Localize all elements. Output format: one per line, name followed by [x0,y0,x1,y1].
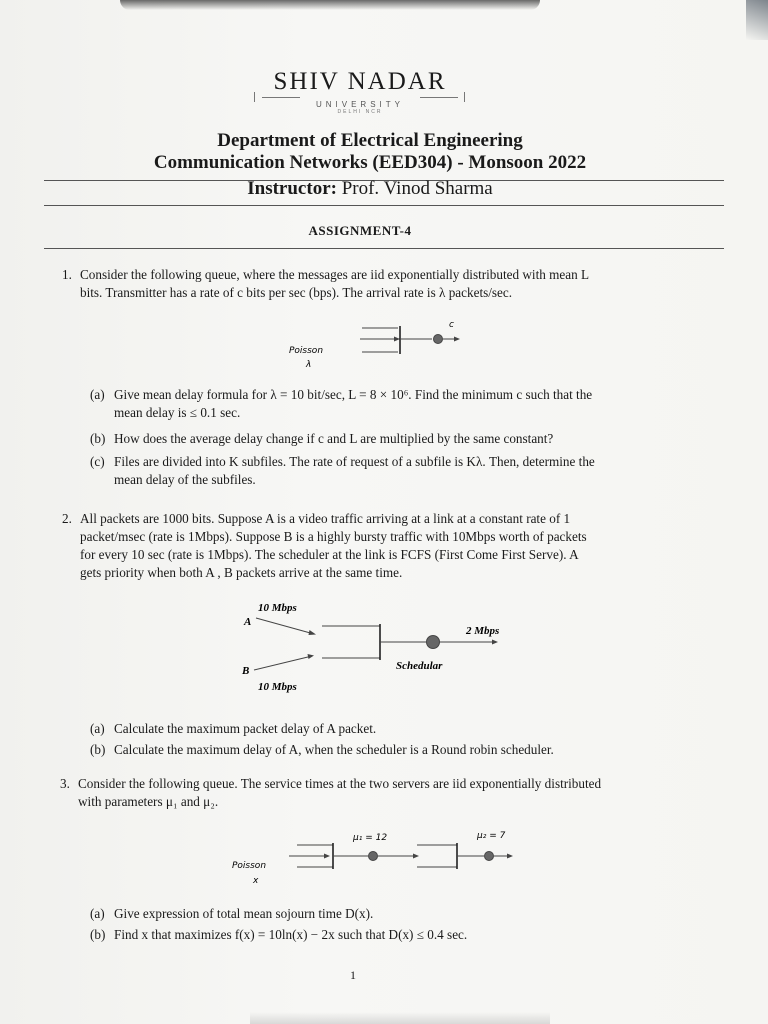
department-name: Department of Electrical Engineering [217,130,523,151]
university-logo [250,68,470,115]
rate-label-a: 10 Mbps [258,602,297,614]
part-label: (b) [90,431,106,446]
logo-city: DELHI NCR [337,109,383,115]
question-text-line: for every 10 sec (rate is 1Mbps). The scheduler at the link is FCFS (First Come First Serve). A [80,547,579,562]
department-heading [110,130,630,174]
source-b-label: B [242,665,250,677]
part-text-line: Find x that maximizes f(x) = 10ln(x) − 2x such that D(x) ≤ 0.4 sec. [114,927,468,942]
part-label: (a) [90,721,105,736]
question-2 [62,510,702,582]
diagram-service-rate: c [449,320,454,330]
logo-name: SHIV NADAR [273,68,447,95]
diagram-input-rate: x [253,876,259,886]
question-text-line: packet/msec (rate is 1Mbps). Suppose B is a highly bursty traffic with 10Mbps worth of packets [80,529,587,544]
question-number: 3. [60,776,70,791]
logo-line-right [420,97,458,98]
rate-label-b: 10 Mbps [258,681,297,693]
instructor-line [170,178,570,200]
assignment-title: ASSIGNMENT-4 [308,223,412,238]
mu2-label: μ₂ = 7 [477,831,506,841]
top-shadow [120,0,540,10]
q3-part-b [90,926,690,944]
part-text-line: Give expression of total mean sojourn time D(x). [114,906,374,921]
question-text-line: Consider the following queue. The service times at the two servers are iid exponentially distributed [78,776,602,791]
question-text-line: All packets are 1000 bits. Suppose A is a video traffic arriving at a link at a constant rate of 1 [80,511,571,526]
header-rule-3 [44,248,724,249]
logo-line-left [262,97,300,98]
course-name: Communication Networks (EED304) - Monsoon 2022 [153,152,587,173]
q2-part-a [90,720,690,738]
question-number: 2. [62,511,72,526]
question-text-line: with parameters μ₁ and μ₂. [78,794,219,809]
diagram-input-label: Poisson [232,861,267,871]
corner-shadow [746,0,768,40]
diagram-input-label: Poisson [289,346,324,356]
part-text-line: mean delay is ≤ 0.1 sec. [114,405,241,420]
server-icon [434,335,443,344]
queue-diagram-1 [280,315,480,373]
server-1-icon [369,852,378,861]
scheduler-diagram [230,598,520,698]
part-text-line: Calculate the maximum delay of A, when the scheduler is a Round robin scheduler. [114,742,554,757]
header-rule-2 [44,205,724,206]
question-1 [62,266,702,302]
part-text-line: Calculate the maximum packet delay of A packet. [114,721,377,736]
q3-part-a [90,905,690,923]
source-a-label: A [244,616,252,628]
q2-part-b [90,741,690,759]
logo-tick-left [254,92,255,102]
bottom-shadow [250,1012,550,1024]
q1-part-a [90,386,690,422]
part-label: (a) [90,387,105,402]
question-text-line: Consider the following queue, where the messages are iid exponentially distributed with mean L [80,267,590,282]
q1-part-c [90,453,690,489]
logo-tick-right [464,92,465,102]
scheduler-label: Schedular [396,660,443,672]
output-rate-label: 2 Mbps [466,625,500,637]
part-label: (b) [90,742,106,757]
scheduler-server-icon [427,636,440,649]
part-label: (c) [90,454,105,469]
diagram-input-rate: λ [306,360,312,370]
part-label: (b) [90,927,106,942]
part-text-line: How does the average delay change if c and L are multiplied by the same constant? [114,431,554,446]
question-3 [60,775,710,811]
part-label: (a) [90,906,105,921]
part-text-line: Files are divided into K subfiles. The rate of request of a subfile is Kλ. Then, determine the [114,454,595,469]
instructor-name: Prof. Vinod Sharma [341,178,493,199]
server-2-icon [485,852,494,861]
page-number: 1 [350,968,356,982]
question-text-line: gets priority when both A , B packets arrive at the same time. [80,565,403,580]
instructor-label: Instructor: [247,178,337,199]
tandem-queue-diagram [225,826,525,898]
question-text-line: bits. Transmitter has a rate of c bits per sec (bps). The arrival rate is λ packets/sec. [80,285,513,300]
part-text-line: Give mean delay formula for λ = 10 bit/sec, L = 8 × 10⁶. Find the minimum c such that the [114,387,593,402]
mu1-label: μ₁ = 12 [353,833,388,843]
part-text-line: mean delay of the subfiles. [114,472,256,487]
question-number: 1. [62,267,72,282]
q1-part-b [90,430,690,448]
logo-sub: UNIVERSITY [315,100,404,109]
